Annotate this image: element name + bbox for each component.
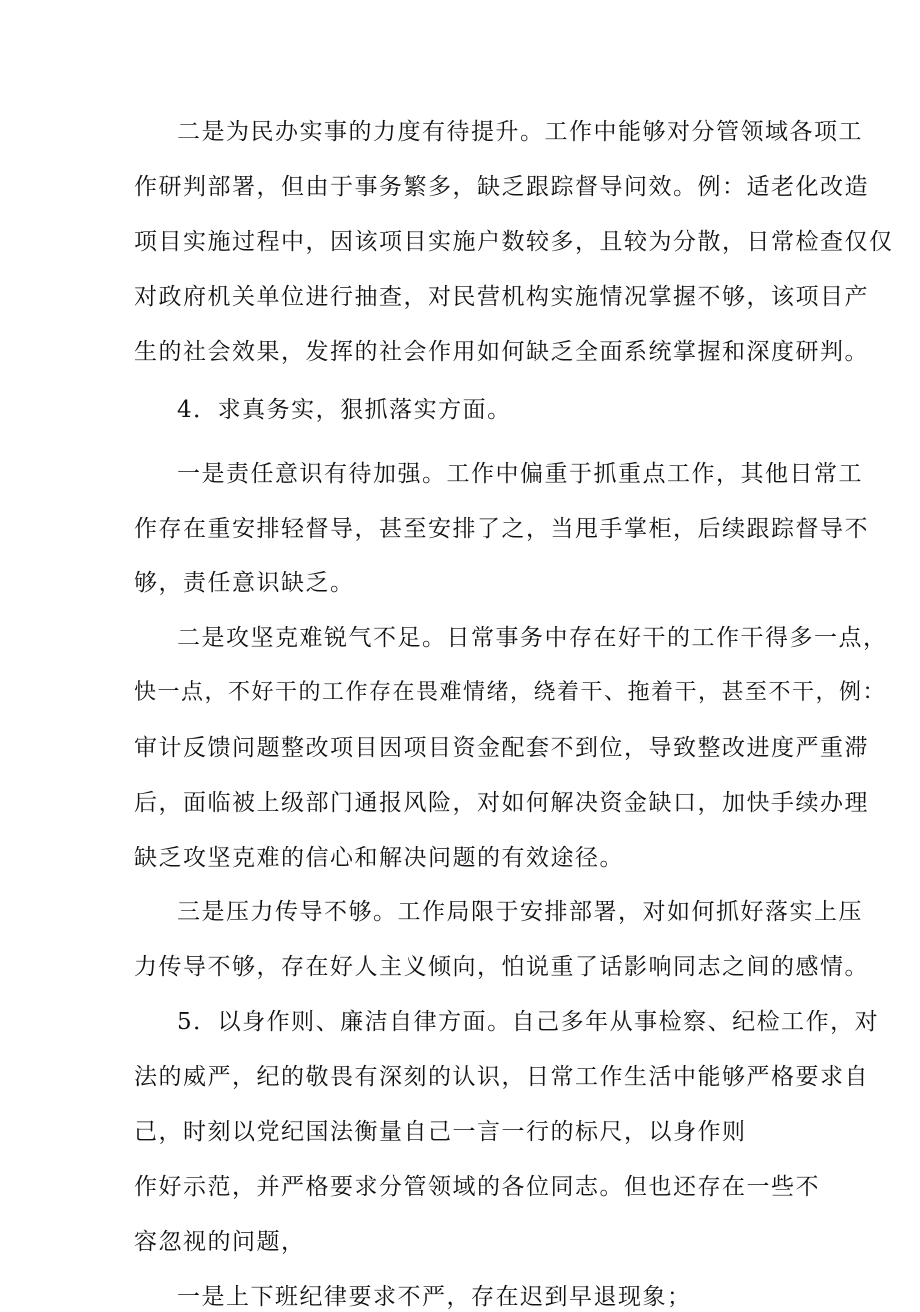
paragraph-line: 己，时刻以党纪国法衡量自己一言一行的标尺，以身作则	[134, 1119, 747, 1145]
section-heading: 5．以身作则、廉洁自律方面。自己多年从事检察、纪检工作，对	[177, 1009, 880, 1035]
paragraph-line: 容忽视的问题，	[134, 1229, 306, 1255]
section-heading: 4．求真务实，狠抓落实方面。	[177, 397, 512, 423]
paragraph-line: 后，面临被上级部门通报风险，对如何解决资金缺口，加快手续办理	[134, 790, 869, 816]
paragraph-line: 生的社会效果，发挥的社会作用如何缺乏全面系统掌握和深度研判。	[134, 339, 869, 365]
paragraph-line: 够，责任意识缺乏。	[134, 570, 355, 596]
paragraph-line: 作好示范，并严格要求分管领域的各位同志。但也还存在一些不	[134, 1174, 820, 1200]
paragraph-line: 项目实施过程中，因该项目实施户数较多，且较为分散，日常检查仅仅	[134, 229, 894, 255]
paragraph-line: 法的威严，纪的敬畏有深刻的认识，日常工作生活中能够严格要求自	[134, 1064, 869, 1090]
paragraph-line: 作研判部署，但由于事务繁多，缺乏跟踪督导问效。例：适老化改造	[134, 174, 869, 200]
paragraph-line: 一是上下班纪律要求不严，存在迟到早退现象；	[177, 1284, 692, 1310]
paragraph-line: 审计反馈问题整改项目因项目资金配套不到位，导致整改进度严重滞	[134, 735, 869, 761]
paragraph-line: 对政府机关单位进行抽查，对民营机构实施情况掌握不够，该项目产	[134, 284, 869, 310]
paragraph-line: 二是攻坚克难锐气不足。日常事务中存在好干的工作干得多一点，	[177, 625, 888, 651]
paragraph-line: 一是责任意识有待加强。工作中偏重于抓重点工作，其他日常工	[177, 461, 863, 487]
paragraph-line: 作存在重安排轻督导，甚至安排了之，当甩手掌柜，后续跟踪督导不	[134, 516, 869, 542]
paragraph-line: 二是为民办实事的力度有待提升。工作中能够对分管领域各项工	[177, 119, 863, 145]
paragraph-line: 快一点，不好干的工作存在畏难情绪，绕着干、拖着干，甚至不干，例：	[134, 680, 887, 705]
paragraph-line: 力传导不够，存在好人主义倾向，怕说重了话影响同志之间的感情。	[134, 954, 869, 980]
paragraph-line: 三是压力传导不够。工作局限于安排部署，对如何抓好落实上压	[177, 899, 863, 925]
paragraph-line: 缺乏攻坚克难的信心和解决问题的有效途径。	[134, 845, 624, 871]
